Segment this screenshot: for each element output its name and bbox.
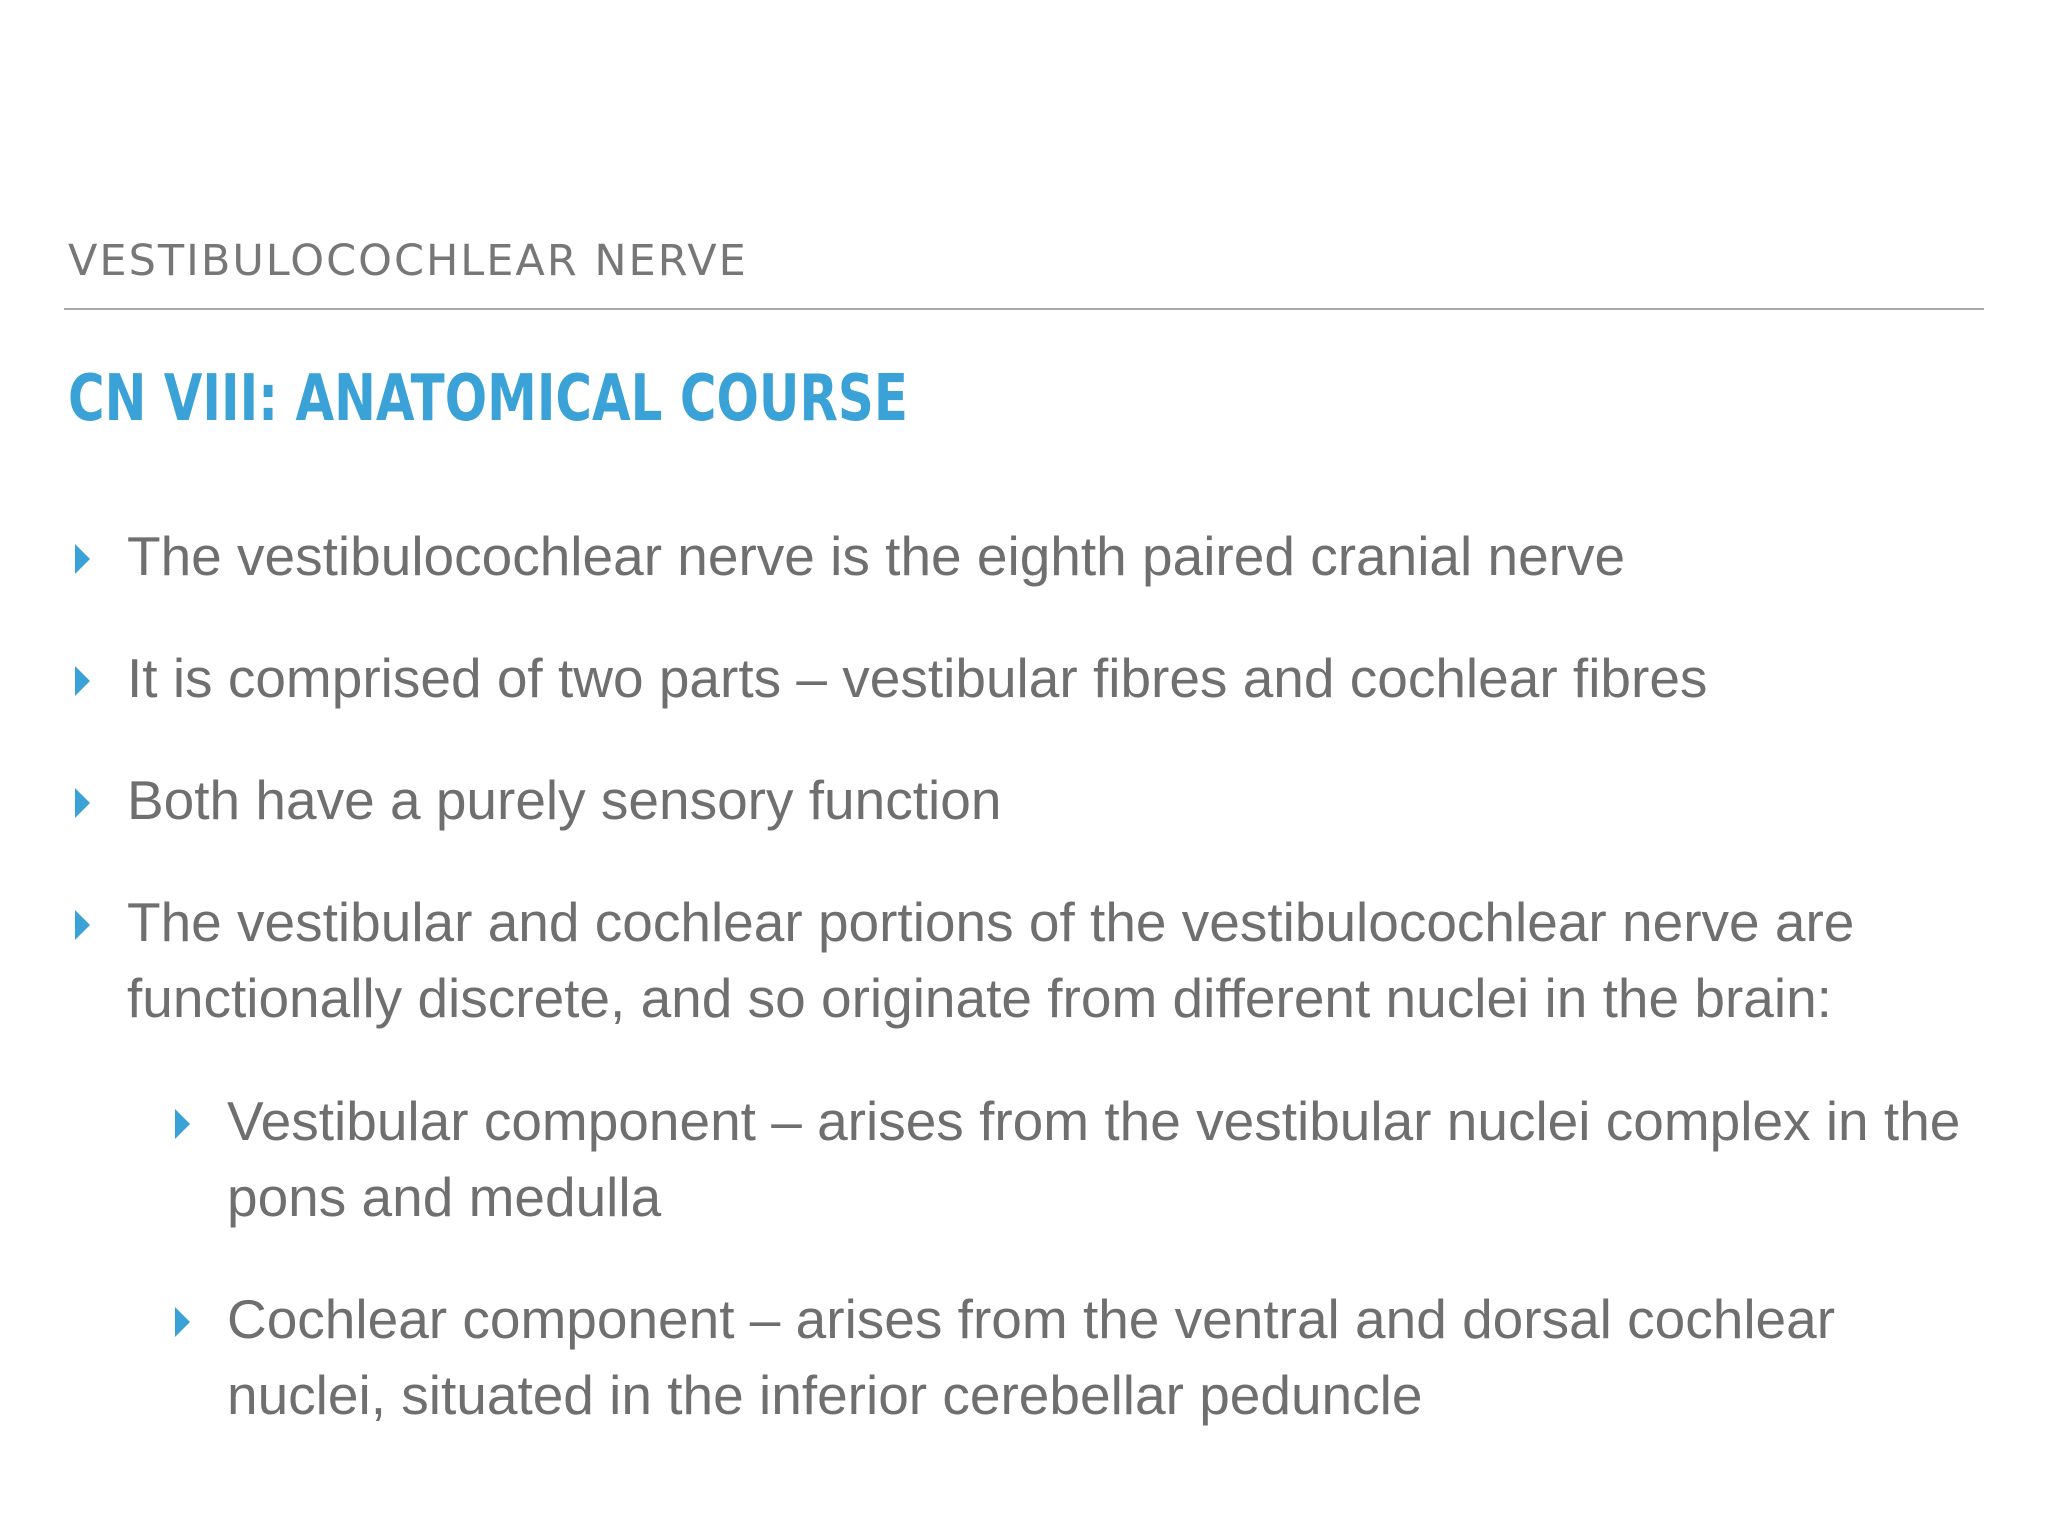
bullet-text: Both have a purely sensory function — [127, 769, 1002, 831]
bullet-text: The vestibulocochlear nerve is the eighth paired cranial nerve — [127, 525, 1626, 587]
sub-bullet-item — [227, 1083, 2007, 1235]
slide-title: CN VIII: ANATOMICAL COURSE — [68, 362, 908, 436]
bullet-text: It is comprised of two parts – vestibular fibres and cochlear fibres — [127, 647, 1708, 709]
triangle-bullet-icon — [175, 1109, 190, 1139]
bullet-item — [127, 884, 2007, 1036]
triangle-bullet-icon — [175, 1307, 190, 1337]
bullet-item — [127, 762, 2007, 838]
bullet-item — [127, 640, 2007, 716]
triangle-bullet-icon — [75, 910, 90, 940]
sub-bullet-item — [227, 1281, 2007, 1433]
bullet-item — [127, 518, 2007, 594]
triangle-bullet-icon — [75, 666, 90, 696]
sub-bullet-text: Vestibular component – arises from the vestibular nuclei complex in the pons and medulla — [227, 1090, 1961, 1228]
section-title: VESTIBULOCOCHLEAR NERVE — [68, 236, 748, 286]
triangle-bullet-icon — [75, 788, 90, 818]
sub-bullet-text: Cochlear component – arises from the ventral and dorsal cochlear nuclei, situated in the inferior cerebellar peduncle — [227, 1288, 1836, 1426]
triangle-bullet-icon — [75, 544, 90, 574]
bullet-text: The vestibular and cochlear portions of the vestibulocochlear nerve are functionally discrete, and so originate from different nuclei in the brain: — [127, 891, 1855, 1029]
